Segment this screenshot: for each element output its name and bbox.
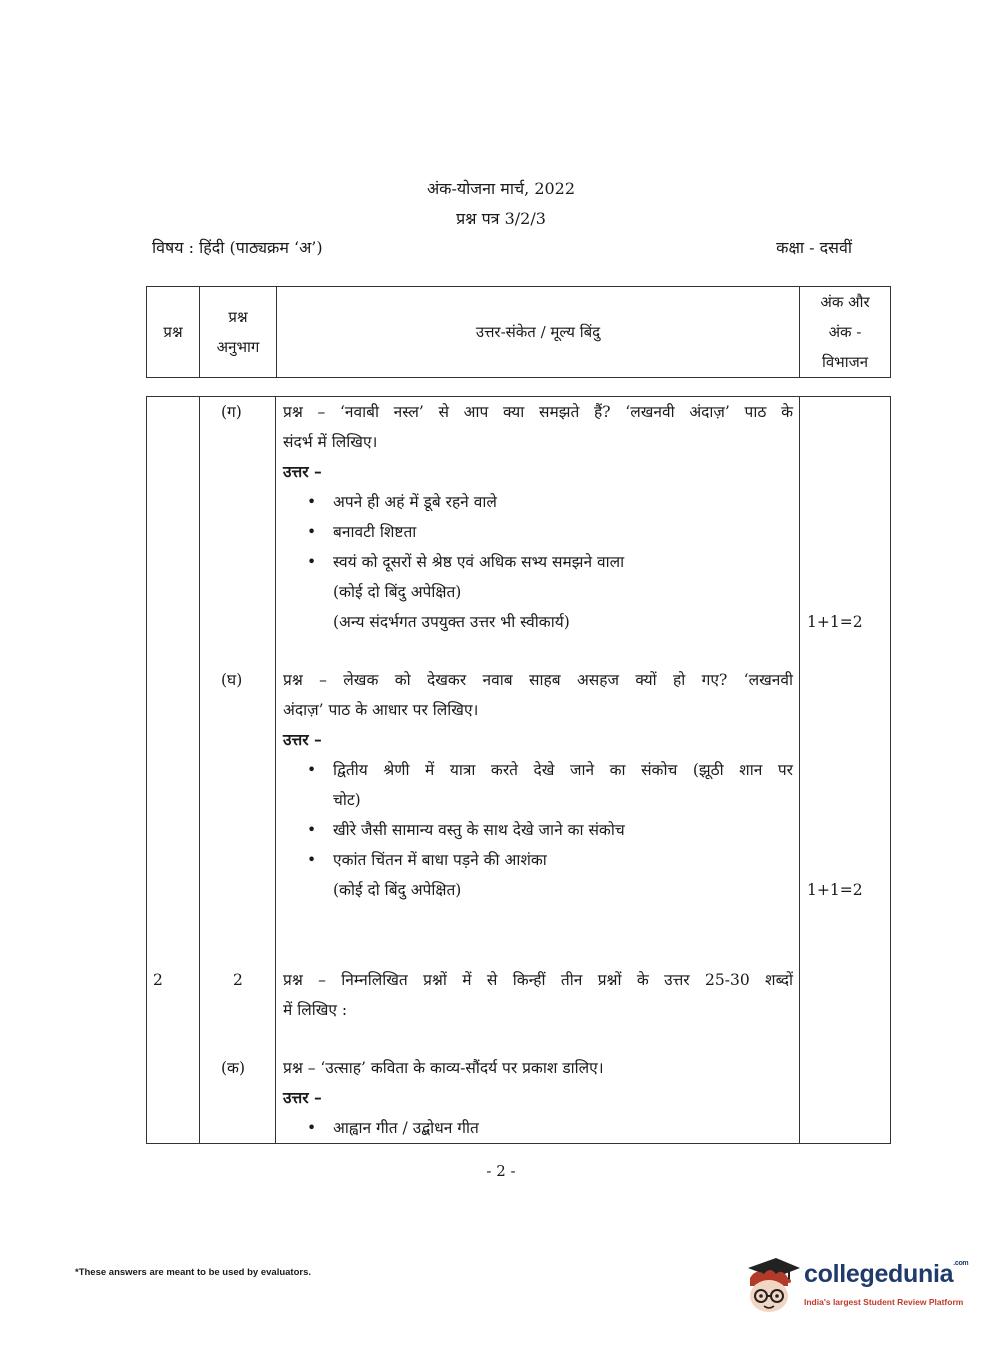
question-2-line1: प्रश्न – निम्नलिखित प्रश्नों में से किन्हीं तीन प्रश्नों के उत्तर 25-30 शब्दों <box>283 971 793 989</box>
col-question: प्रश्न <box>147 287 200 378</box>
col-marks: अंक और अंक - विभाजन <box>800 287 891 378</box>
answer-table-body <box>146 396 891 1144</box>
mascot-icon <box>742 1252 802 1322</box>
footer-note: *These answers are meant to be used by evaluators. <box>75 1267 312 1278</box>
col-answer-points: उत्तर-संकेत / मूल्य बिंदु <box>277 287 800 378</box>
question-2-line2: में लिखिए : <box>283 1001 348 1019</box>
question-ga-line2: संदर्भ में लिखिए। <box>283 433 378 451</box>
answer-label: उत्तर – <box>283 462 322 481</box>
answer-label: उत्तर – <box>283 730 322 749</box>
list-item: • बनावटी शिष्टता <box>307 523 417 541</box>
list-item: • खीरे जैसी सामान्य वस्तु के साथ देखे जाने का संकोच <box>307 821 625 839</box>
answer-label: उत्तर – <box>283 1088 322 1107</box>
section-gha: (घ) <box>221 671 243 689</box>
document-title: अंक-योजना मार्च, 2022 <box>426 179 576 198</box>
question-ka: प्रश्न – ‘उत्साह’ कविता के काव्य-सौंदर्य पर प्रकाश डालिए। <box>283 1059 604 1077</box>
section-ka: (क) <box>221 1059 245 1077</box>
section-number: 2 <box>233 971 243 989</box>
list-item-continuation: चोट) <box>333 791 361 809</box>
question-gha-line1: प्रश्न – लेखक को देखकर नवाब साहब असहज क्यों हो गए? ‘लखनवी <box>283 671 793 689</box>
section-ga: (ग) <box>221 403 242 421</box>
marks-gha: 1+1=2 <box>807 881 863 899</box>
logo-wordmark: collegedunia$^{.com}$ <box>804 1260 969 1288</box>
table-header <box>146 286 891 378</box>
question-number: 2 <box>153 971 163 989</box>
marks-ga: 1+1=2 <box>807 613 863 631</box>
list-item: • स्वयं को दूसरों से श्रेष्ठ एवं अधिक सभ्य समझने वाला <box>307 553 625 571</box>
note: (कोई दो बिंदु अपेक्षित) <box>333 881 462 899</box>
list-item: • एकांत चिंतन में बाधा पड़ने की आशंका <box>307 851 547 869</box>
list-item: • आह्वान गीत / उद्बोधन गीत <box>307 1119 479 1137</box>
collegedunia-logo <box>742 1252 972 1322</box>
question-gha-line2: अंदाज़’ पाठ के आधार पर लिखिए। <box>283 701 479 719</box>
note: (कोई दो बिंदु अपेक्षित) <box>333 583 462 601</box>
question-ga-line1: प्रश्न – ‘नवाबी नस्ल’ से आप क्या समझते हैं? ‘लखनवी अंदाज़’ पाठ के <box>283 403 793 421</box>
logo-tagline: India's largest Student Review Platform <box>804 1297 964 1307</box>
list-item: • द्वितीय श्रेणी में यात्रा करते देखे जाने का संकोच (झूठी शान पर <box>307 761 793 779</box>
page-number: - 2 - <box>486 1162 516 1180</box>
subject-label: विषय : हिंदी (पाठ्यक्रम ‘अ’) <box>152 238 323 257</box>
note: (अन्य संदर्भगत उपयुक्त उत्तर भी स्वीकार्य) <box>333 613 570 631</box>
col-section: प्रश्न अनुभाग <box>200 287 277 378</box>
class-label: कक्षा - दसवीं <box>776 238 852 257</box>
paper-code: प्रश्न पत्र 3/2/3 <box>456 209 546 228</box>
list-item: • अपने ही अहं में डूबे रहने वाले <box>307 493 497 511</box>
